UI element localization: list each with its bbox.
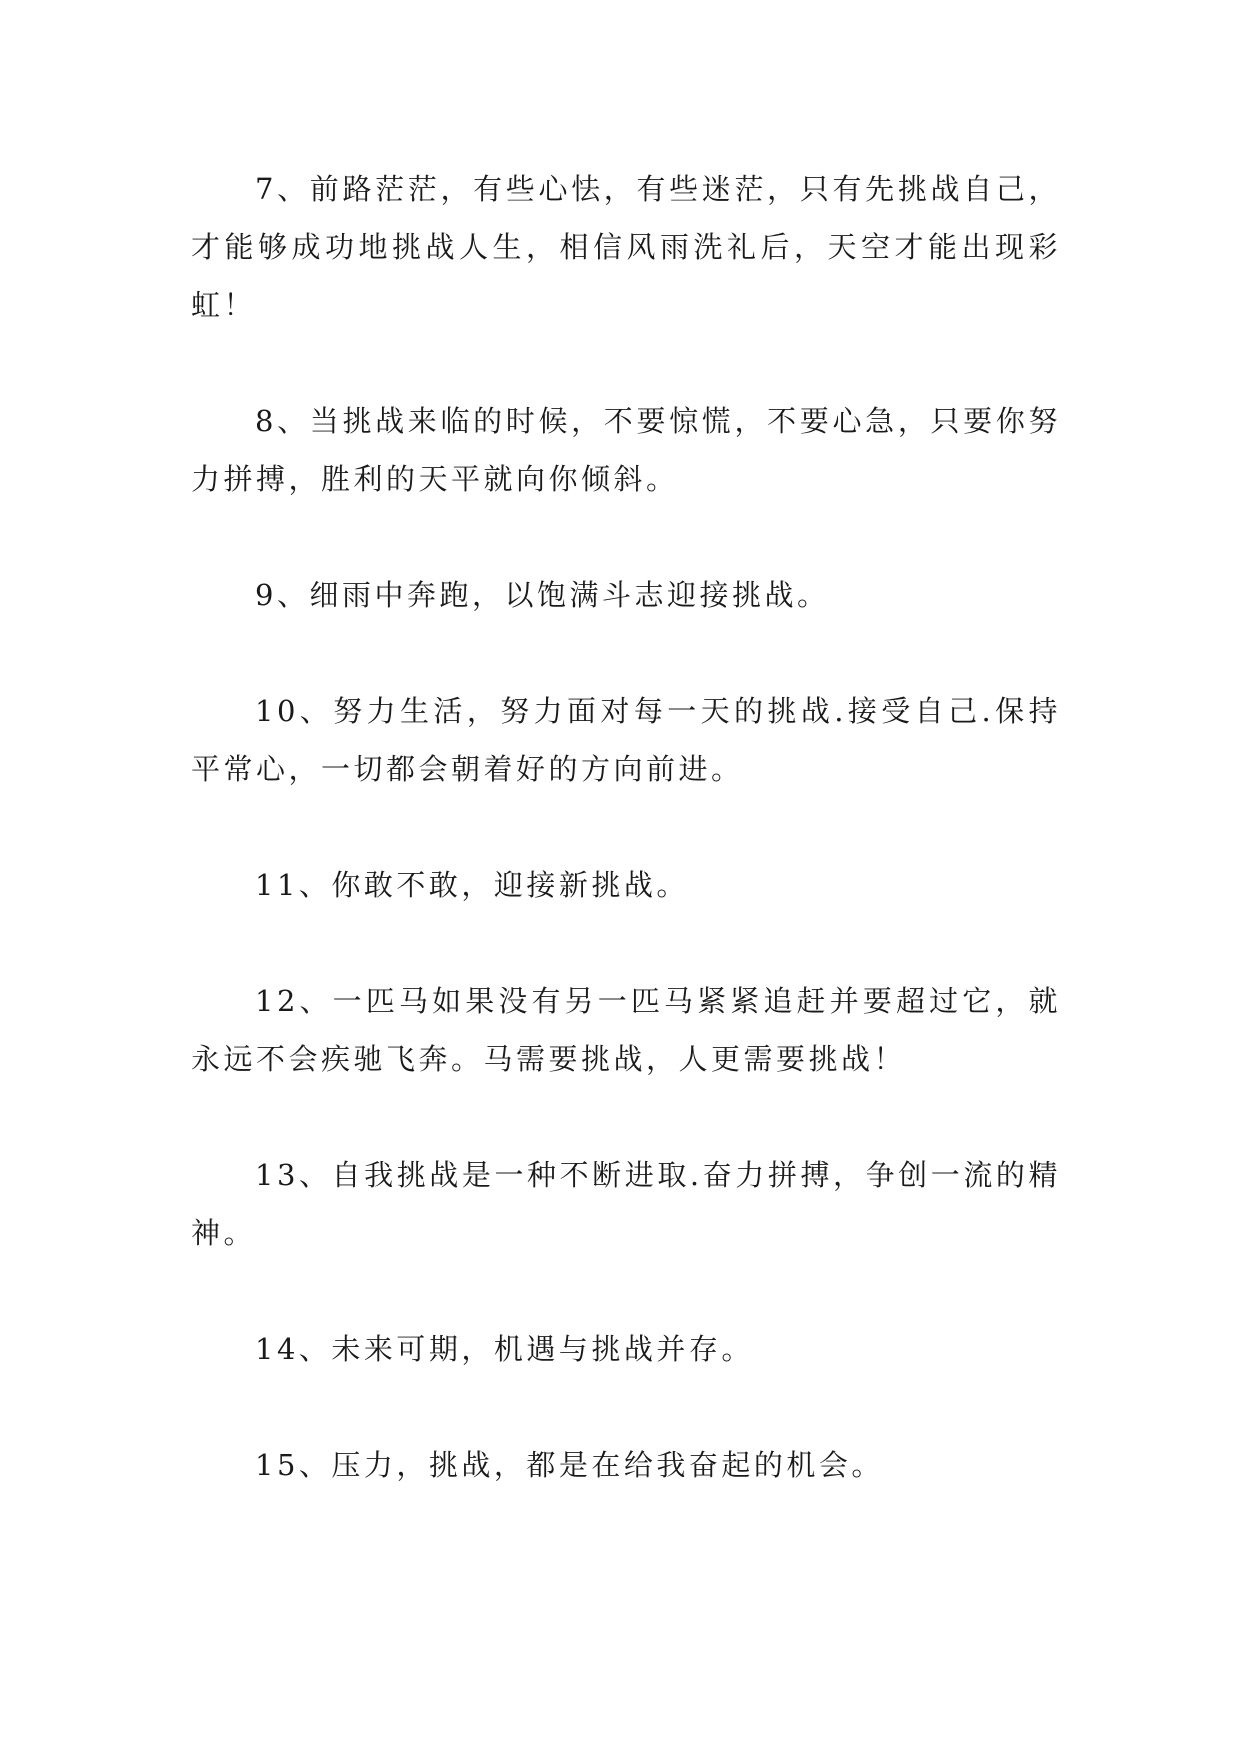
paragraph-7: 7、前路茫茫，有些心怯，有些迷茫，只有先挑战自己，才能够成功地挑战人生，相信风雨洗礼后，天空才能出现彩虹！ xyxy=(191,172,1061,322)
paragraph-8: 8、当挑战来临的时候，不要惊慌，不要心急，只要你努力拼搏，胜利的天平就向你倾斜。 xyxy=(191,404,1061,496)
paragraph-10: 10、努力生活，努力面对每一天的挑战.接受自己.保持平常心，一切都会朝着好的方向前进。 xyxy=(191,694,1061,786)
paragraph-14: 14、未来可期，机遇与挑战并存。 xyxy=(255,1332,754,1366)
document-body xyxy=(191,160,1061,1552)
paragraph-12: 12、一匹马如果没有另一匹马紧紧追赶并要超过它，就永远不会疾驰飞奔。马需要挑战，人更需要挑战！ xyxy=(191,984,1061,1076)
paragraph-15: 15、压力，挑战，都是在给我奋起的机会。 xyxy=(255,1448,884,1482)
paragraph-13: 13、自我挑战是一种不断进取.奋力拼搏，争创一流的精神。 xyxy=(191,1158,1061,1250)
paragraph-9: 9、细雨中奔跑，以饱满斗志迎接挑战。 xyxy=(255,578,830,612)
paragraph-11: 11、你敢不敢，迎接新挑战。 xyxy=(255,868,689,902)
